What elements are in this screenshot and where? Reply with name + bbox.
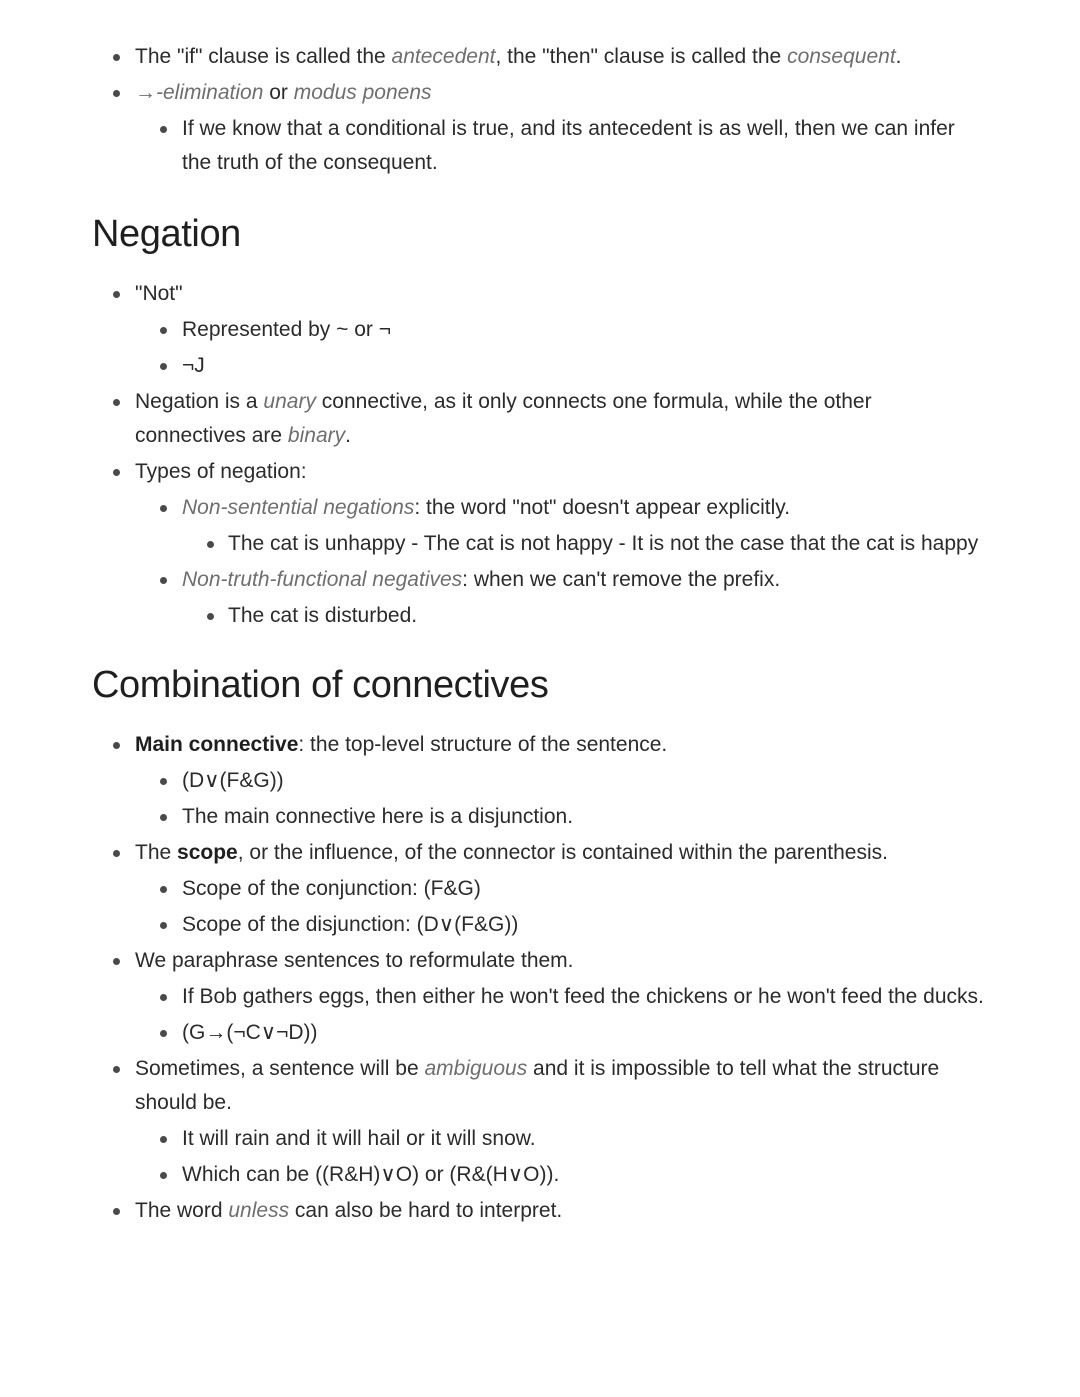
- italic-term: modus ponens: [293, 81, 432, 104]
- text-run: The word: [135, 1198, 229, 1222]
- text-run: Types of negation:: [135, 459, 307, 483]
- combination-bullets: [92, 728, 985, 1228]
- list-item: [135, 349, 985, 383]
- italic-term: binary: [287, 423, 346, 447]
- list-item: [92, 836, 985, 942]
- list-item: [135, 764, 985, 798]
- text-run: If we know that a conditional is true, and its antecedent is as well, then we can infer the truth of the consequent.: [182, 117, 955, 174]
- sub-bullets-level-2: [135, 1122, 985, 1192]
- list-item-text: [228, 599, 985, 633]
- list-item-text: [135, 836, 985, 870]
- list-item-text: [135, 728, 985, 762]
- text-run: : the top-level structure of the sentence.: [298, 732, 668, 756]
- sub-bullets-level-3: [182, 527, 985, 561]
- list-item-text: [182, 872, 985, 906]
- list-item: [135, 800, 985, 834]
- list-item: [92, 76, 985, 180]
- text-run: Sometimes, a sentence will be: [135, 1056, 425, 1080]
- list-item: [92, 385, 985, 453]
- list-item-text: [182, 908, 985, 942]
- text-run: and it is impossible to tell what the structure should be.: [135, 1056, 940, 1114]
- list-item-text: [135, 1194, 985, 1228]
- text-run: It will rain and it will hail or it will snow.: [182, 1126, 536, 1150]
- list-item-text: [228, 527, 985, 561]
- list-item-text: [135, 455, 985, 489]
- list-item: [92, 1194, 985, 1228]
- text-run: .: [345, 423, 351, 447]
- text-run: Represented by ~ or ¬: [182, 317, 391, 341]
- list-item-text: [182, 1158, 985, 1192]
- text-run: : when we can't remove the prefix.: [462, 567, 781, 591]
- text-run: .: [895, 45, 902, 68]
- list-item: [92, 40, 985, 74]
- list-item-text: [135, 40, 985, 74]
- text-run: "Not": [135, 281, 183, 305]
- heading-negation: Negation: [92, 213, 241, 255]
- bold-term: scope: [177, 840, 238, 864]
- list-item-text: [182, 112, 985, 180]
- list-item: [135, 1016, 985, 1050]
- sub-bullets-level-2: [135, 764, 985, 834]
- list-item: [92, 277, 985, 383]
- sub-bullets-level-2: [135, 313, 985, 383]
- list-item: [135, 563, 985, 633]
- list-item: [135, 1158, 985, 1192]
- italic-term: Non-sentential negations: [182, 495, 415, 519]
- list-item-text: [182, 800, 985, 834]
- heading-combination-of-connectives: Combination of connectives: [92, 663, 549, 706]
- text-run: Scope of the conjunction: (F&G): [182, 876, 481, 900]
- text-run: , or the influence, of the connector is contained within the parenthesis.: [237, 840, 888, 864]
- text-run: Scope of the disjunction: (D∨(F&G)): [182, 912, 519, 936]
- text-run: (G→(¬C∨¬D)): [182, 1020, 318, 1044]
- italic-term: unary: [263, 389, 316, 413]
- sub-bullets-level-2: [135, 980, 985, 1050]
- text-run: , the "then" clause is called the: [495, 45, 788, 68]
- sub-bullets-level-2: [135, 491, 985, 633]
- list-item-text: [182, 313, 985, 347]
- list-item: [92, 944, 985, 1050]
- text-run: The "if" clause is called the: [135, 45, 392, 68]
- list-item-text: [135, 1052, 985, 1120]
- list-item-text: [182, 1016, 985, 1050]
- document-body: [92, 40, 985, 1228]
- list-item-text: [182, 349, 985, 383]
- sub-bullets-level-2: [135, 112, 985, 180]
- list-item-text: [182, 980, 985, 1014]
- italic-term: ambiguous: [424, 1056, 528, 1080]
- heading-negation-block: [92, 212, 985, 257]
- italic-term: Non-truth-functional negatives: [182, 567, 463, 591]
- list-item: [135, 313, 985, 347]
- text-run: The main connective here is a disjunction.: [182, 804, 574, 828]
- list-item-text: [182, 491, 985, 525]
- text-run: If Bob gathers eggs, then either he won't feed the chickens or he won't feed the ducks.: [182, 984, 984, 1008]
- sub-bullets-level-3: [182, 599, 985, 633]
- text-run: : the word "not" doesn't appear explicitly.: [414, 495, 791, 519]
- list-item-text: [182, 1122, 985, 1156]
- list-item-text: [182, 563, 985, 597]
- italic-term: →-elimination: [135, 81, 264, 104]
- list-item-text: [135, 385, 985, 453]
- list-item: [135, 980, 985, 1014]
- text-run: Negation is a: [135, 389, 264, 413]
- heading-combination-of-connectives-block: [92, 663, 985, 708]
- text-run: We paraphrase sentences to reformulate them.: [135, 948, 574, 972]
- conditional-bullets: [92, 40, 985, 180]
- list-item: [92, 455, 985, 633]
- list-item: [135, 491, 985, 561]
- text-run: Which can be ((R&H)∨O) or (R&(H∨O)).: [182, 1162, 560, 1186]
- list-item: [135, 908, 985, 942]
- list-item: [135, 112, 985, 180]
- sub-bullets-level-2: [135, 872, 985, 942]
- negation-bullets: [92, 277, 985, 633]
- italic-term: consequent: [787, 45, 896, 68]
- text-run: (D∨(F&G)): [182, 768, 284, 792]
- list-item: [182, 527, 985, 561]
- text-run: The cat is unhappy - The cat is not happy - It is not the case that the cat is happy: [228, 531, 979, 555]
- list-item-text: [135, 944, 985, 978]
- italic-term: antecedent: [391, 45, 496, 68]
- text-run: can also be hard to interpret.: [289, 1198, 563, 1222]
- text-run: The cat is disturbed.: [228, 603, 418, 627]
- italic-term: unless: [228, 1198, 290, 1222]
- bold-term: Main connective: [135, 732, 299, 756]
- text-run: or: [263, 81, 294, 104]
- text-run: ¬J: [182, 353, 205, 377]
- list-item-text: [135, 277, 985, 311]
- list-item: [135, 872, 985, 906]
- text-run: connective, as it only connects one formula, while the other connectives are: [135, 389, 872, 447]
- text-run: The: [135, 840, 178, 864]
- list-item: [92, 1052, 985, 1192]
- list-item: [135, 1122, 985, 1156]
- list-item-text: [182, 764, 985, 798]
- list-item: [182, 599, 985, 633]
- list-item-text: [135, 76, 985, 110]
- list-item: [92, 728, 985, 834]
